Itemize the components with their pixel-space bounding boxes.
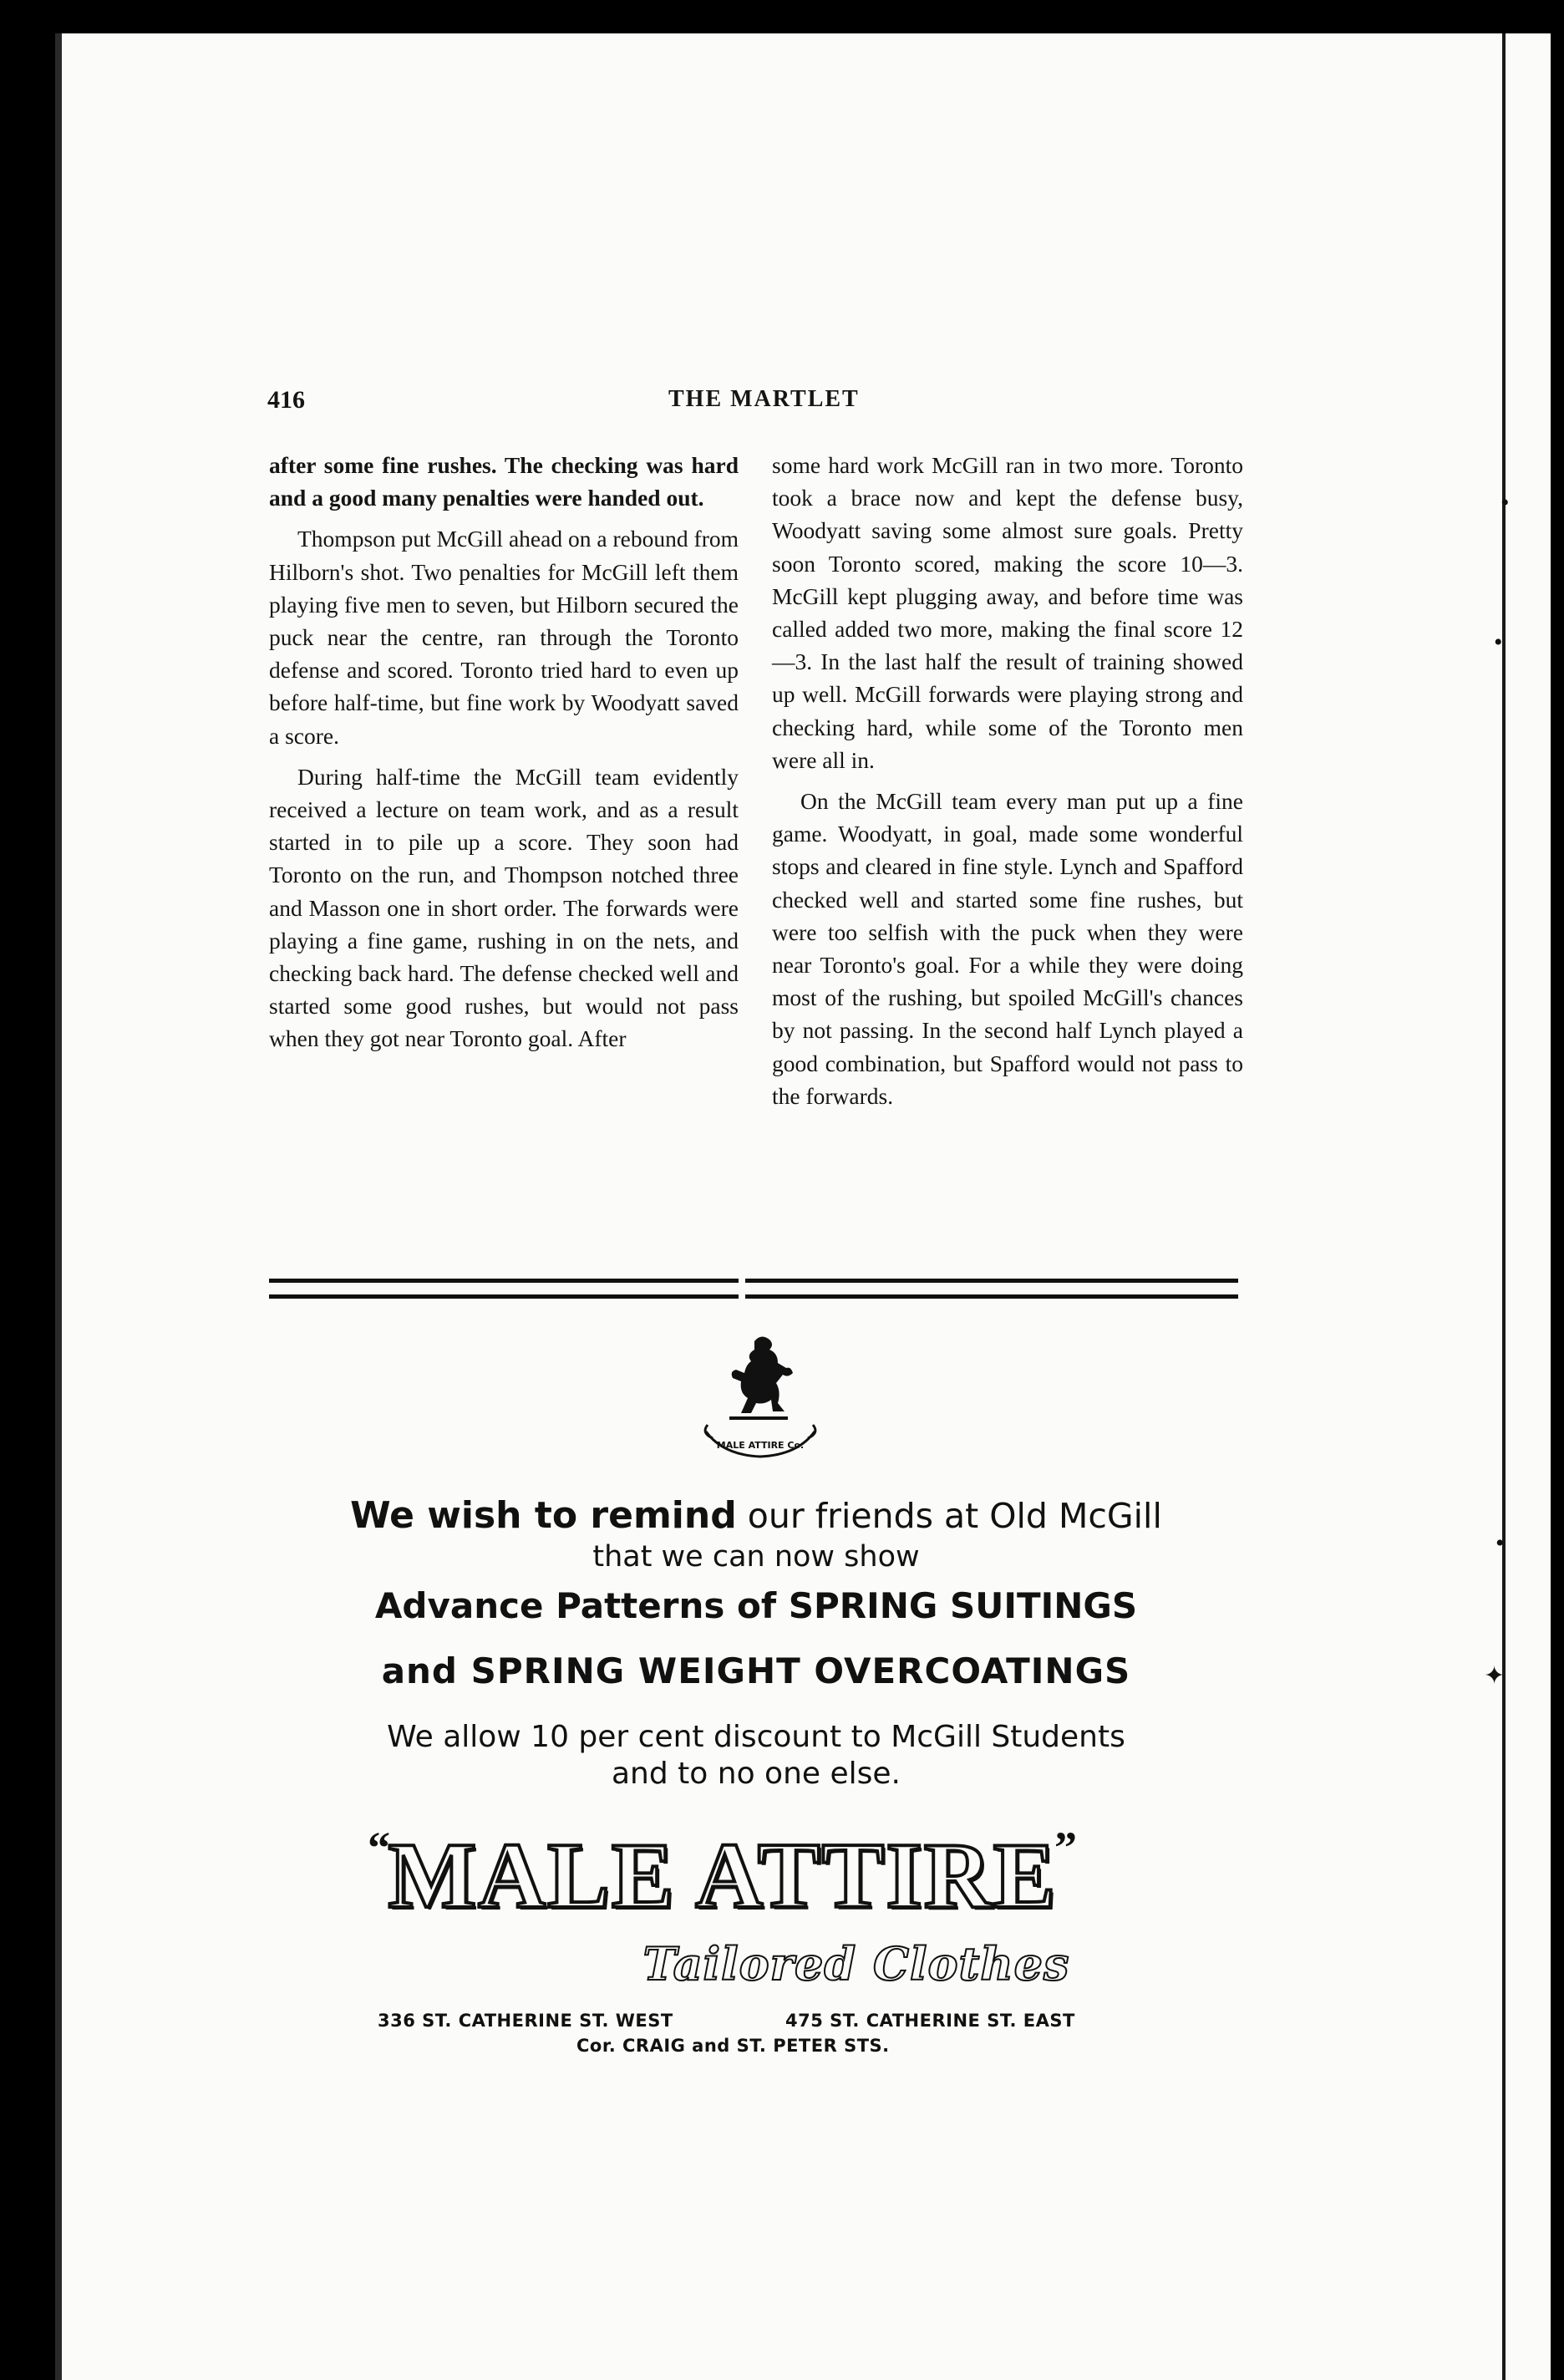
emblem-text: MALE ATTIRE Co.	[716, 1440, 805, 1451]
running-head: THE MARTLET	[668, 386, 860, 412]
paragraph: During half-time the McGill team evidently received a lecture on team work, and as a result started in to pile up a score. They soon had Toronto on the run, and Thompson notched three and Masson one in short order. The forwards were playing a fine game, rushing in on the nets, and checking back hard. The defense checked well and started some good rushes, but would not pass when they got near Toronto goal. After	[269, 763, 739, 1052]
ad-headline: and SPRING WEIGHT OVERCOATINGS	[381, 1650, 1131, 1691]
paragraph: On the McGill team every man put up a fine game. Woodyatt, in goal, made some wonderful stops and cleared in fine style. Lynch and Spafford checked well and started some fine rushes, but were too selfish with the puck when they were near Toronto's goal. For a while they were doing most of the rushing, but spoiled McGill's chances by not passing. In the second half Lynch played a good combination, but Spafford would not pass to the forwards.	[772, 788, 1243, 1109]
double-rule-divider	[269, 1279, 739, 1299]
article-column-right	[772, 449, 1243, 1121]
ad-line	[284, 1496, 1228, 1536]
brand-logo	[359, 1813, 1086, 1939]
ad-line: that we can now show	[592, 1540, 920, 1574]
page-number: 416	[267, 386, 305, 414]
brand-tagline: Tailored Clothes	[642, 1937, 1070, 1991]
brand-open-quote: “	[368, 1823, 390, 1873]
ad-line: and to no one else.	[612, 1757, 901, 1791]
store-address: 475 ST. CATHERINE ST. EAST	[785, 2011, 1075, 2031]
page-header	[267, 386, 1236, 420]
store-address: 336 ST. CATHERINE ST. WEST	[378, 2011, 673, 2031]
lion-rampant-crest-icon	[689, 1325, 831, 1467]
scan-edge	[55, 33, 62, 2380]
margin-mark: •	[1494, 628, 1503, 656]
brand-name: MALE ATTIRE	[388, 1824, 1058, 1928]
margin-mark: •	[1501, 489, 1510, 516]
margin-mark: ✦	[1484, 1662, 1506, 1690]
paragraph: some hard work McGill ran in two more. Toronto took a brace now and kept the defense busy, Woodyatt saving some almost sure goals. Pretty soon Toronto scored, making the score 10—3. McGill kept plugging away, and before time was called added two more, making the final score 12—3. In the last half the result of training showed up well. McGill forwards were playing strong and checking hard, while some of the Toronto men were all in.	[772, 452, 1243, 773]
paragraph: after some fine rushes. The checking was hard and a good many penalties were handed out.	[269, 452, 739, 511]
ad-line-emphasis: We wish to remind	[350, 1494, 737, 1537]
store-address: Cor. CRAIG and ST. PETER STS.	[576, 2036, 890, 2056]
page-fold-line	[1502, 33, 1506, 2380]
margin-mark: •	[1495, 1529, 1505, 1557]
double-rule-divider	[745, 1279, 1238, 1299]
ad-headline: Advance Patterns of SPRING SUITINGS	[374, 1585, 1138, 1626]
ad-line-text: our friends at Old McGill	[747, 1496, 1162, 1536]
brand-close-quote: ”	[1054, 1823, 1077, 1873]
article-column-left	[269, 449, 739, 1064]
ad-line: We allow 10 per cent discount to McGill Students	[387, 1720, 1125, 1754]
paragraph: Thompson put McGill ahead on a rebound from Hilborn's shot. Two penalties for McGill left them playing five men to seven, but Hilborn secured the puck near the centre, ran through the Toronto defense and scored. Toronto tried hard to even up before half-time, but fine work by Woodyatt saved a score.	[269, 526, 739, 749]
